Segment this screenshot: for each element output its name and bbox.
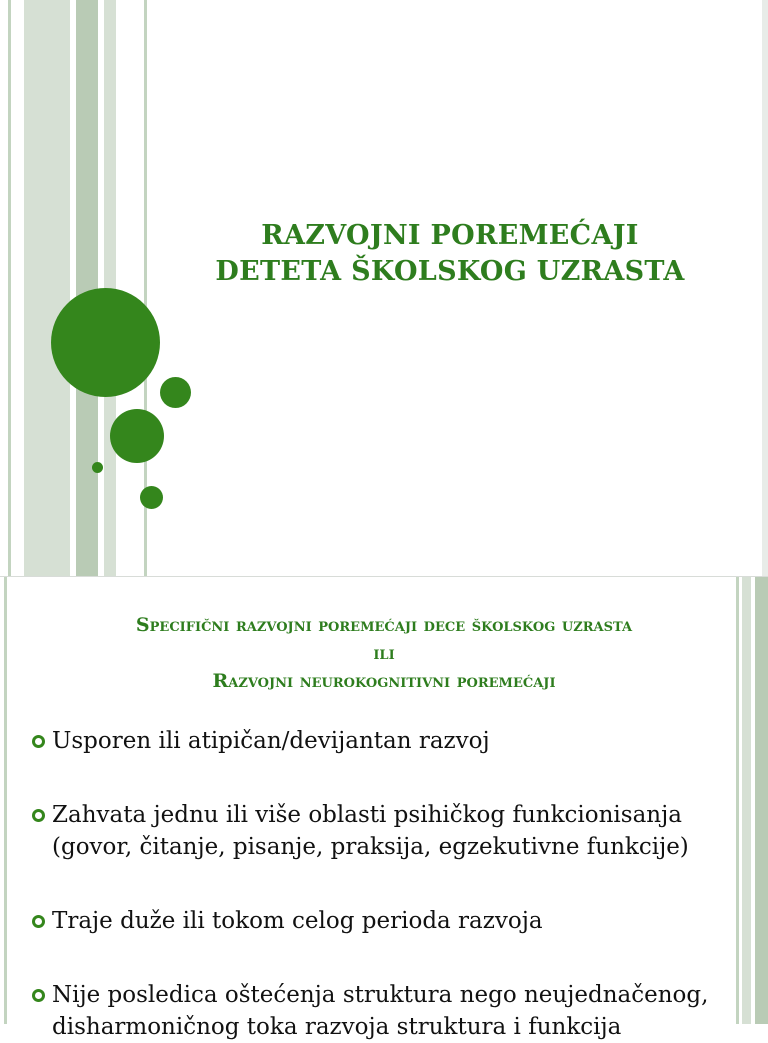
slide-heading (30, 611, 738, 695)
decor-stripe (4, 577, 7, 1024)
bullet-text: Nije posledica oštećenja struktura nego neujednačenog, (52, 982, 709, 1008)
decor-stripe (755, 577, 768, 1024)
bullet-ring-icon (32, 809, 45, 822)
content-slide (0, 576, 768, 1040)
spacer (32, 757, 722, 799)
bullet-ring-icon (32, 735, 45, 748)
bullet-ring-icon (32, 915, 45, 928)
decor-circle-large (51, 288, 160, 397)
decor-stripe (742, 577, 751, 1024)
bullet-item (32, 725, 722, 757)
slide-title-line: DETETA ŠKOLSKOG UZRASTA (215, 256, 685, 287)
slide-heading-line: Specifični razvojni poremećaji dece školskog uzrasta (135, 614, 633, 636)
decor-stripe (24, 0, 70, 576)
decor-circle (110, 409, 164, 463)
bullet-list (32, 725, 722, 1043)
bullet-ring-icon (32, 989, 45, 1002)
bullet-text: Usporen ili atipičan/devijantan razvoj (52, 728, 490, 754)
slide-title (170, 218, 730, 290)
bullet-text: Zahvata jednu ili više oblasti psihičkog funkcionisanja (52, 802, 682, 828)
slide-heading-line: ili (373, 642, 395, 664)
decor-circle (92, 462, 103, 473)
spacer (32, 863, 722, 905)
decor-stripe (8, 0, 11, 576)
spacer (32, 937, 722, 979)
slide-heading-line: Razvojni neurokognitivni poremećaji (212, 670, 556, 692)
bullet-text: disharmoničnog toka razvoja struktura i funkcija (52, 1014, 622, 1040)
bullet-item (32, 905, 722, 937)
decor-circle (140, 486, 163, 509)
decor-circle (160, 377, 191, 408)
decor-stripe (762, 0, 768, 576)
bullet-text: (govor, čitanje, pisanje, praksija, egzekutivne funkcije) (52, 834, 689, 860)
bullet-item (32, 799, 722, 863)
slide-title-line: RAZVOJNI POREMEĆAJI (261, 220, 639, 251)
bullet-text: Traje duže ili tokom celog perioda razvoja (52, 908, 543, 934)
bullet-item (32, 979, 722, 1043)
